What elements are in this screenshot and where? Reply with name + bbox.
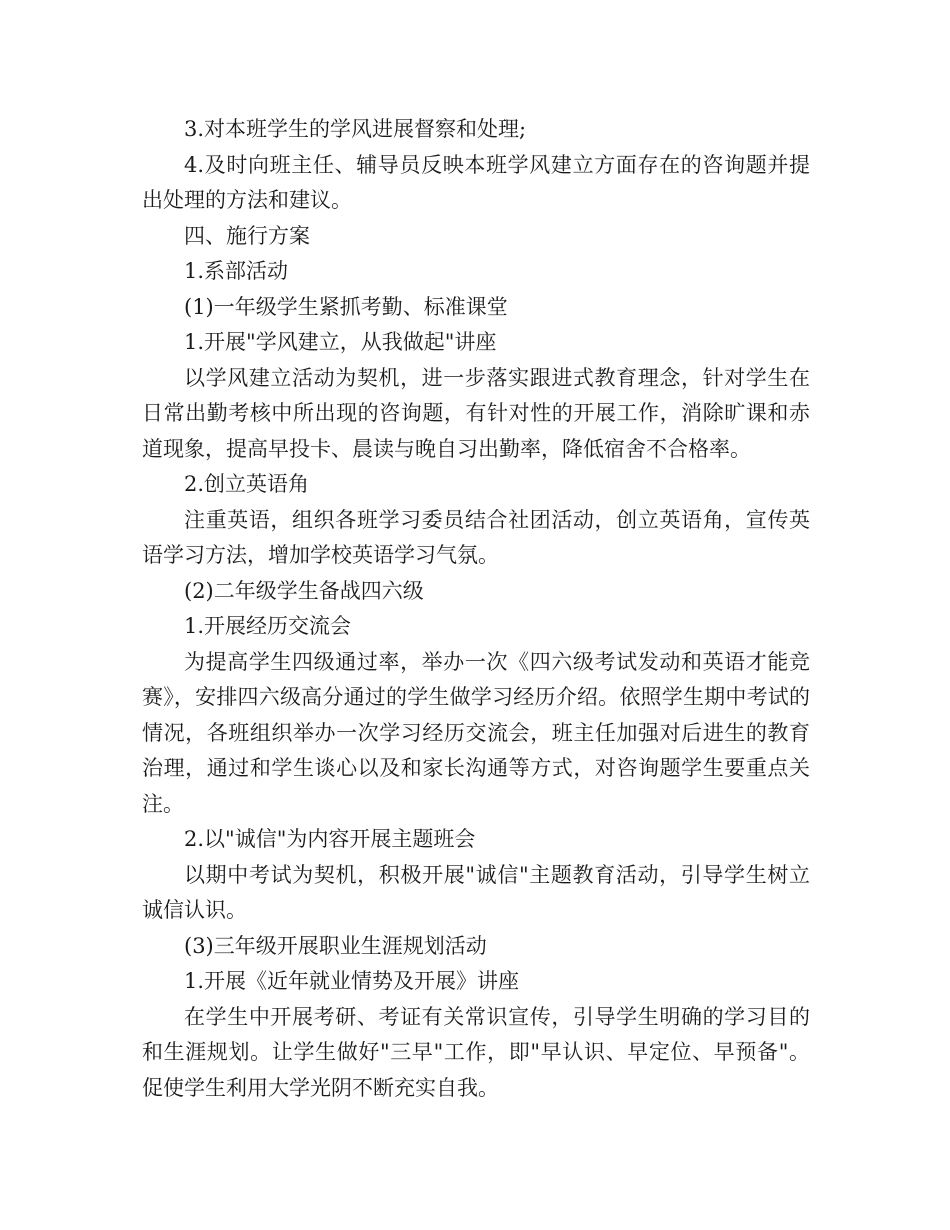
paragraph-item-4: 4.及时向班主任、辅导员反映本班学风建立方面存在的咨询题并提出处理的方法和建议。 <box>142 152 810 212</box>
paragraph-lecture-body: 以学风建立活动为契机，进一步落实跟进式教育理念，针对学生在日常出勤考核中所出现的咨询题，有针对性的开展工作，消除旷课和赤道现象，提高早投卡、晨读与晚自习出勤率，降低宿舍不合格率。 <box>142 365 810 461</box>
item-employment-lecture: 1.开展《近年就业情势及开展》讲座 <box>184 969 520 993</box>
paragraph-item-3: 3.对本班学生的学风进展督察和处理; <box>184 117 527 141</box>
item-integrity-meeting: 2.以"诚信"为内容开展主题班会 <box>184 827 476 851</box>
document-page <box>142 112 810 1106</box>
paragraph-english-corner-body: 注重英语，组织各班学习委员结合社团活动，创立英语角，宣传英语学习方法，增加学校英语学习气氛。 <box>142 507 810 567</box>
section-heading-implementation: 四、施行方案 <box>184 223 310 248</box>
subheading-first-year: (1)一年级学生紧抓考勤、标准课堂 <box>184 294 508 319</box>
subheading-second-year: (2)二年级学生备战四六级 <box>184 578 424 603</box>
item-english-corner: 2.创立英语角 <box>184 472 310 496</box>
subheading-department-activities: 1.系部活动 <box>184 259 289 283</box>
item-experience-exchange: 1.开展经历交流会 <box>184 614 352 638</box>
paragraph-integrity-body: 以期中考试为契机，积极开展"诚信"主题教育活动，引导学生树立诚信认识。 <box>142 862 810 922</box>
paragraph-experience-exchange-body: 为提高学生四级通过率，举办一次《四六级考试发动和英语才能竞赛》，安排四六级高分通过的学生做学习经历介绍。依照学生期中考试的情况，各班组织举办一次学习经历交流会，班主任加强对后进生的教育治理，通过和学生谈心以及和家长沟通等方式，对咨询题学生要重点关注。 <box>142 649 810 816</box>
paragraph-career-planning-body: 在学生中开展考研、考证有关常识宣传，引导学生明确的学习目的和生涯规划。让学生做好"三早"工作，即"早认识、早定位、早预备"。促使学生利用大学光阴不断充实自我。 <box>142 1004 810 1100</box>
item-lecture-study-style: 1.开展"学风建立，从我做起"讲座 <box>184 330 497 354</box>
subheading-third-year: (3)三年级开展职业生涯规划活动 <box>184 933 487 958</box>
